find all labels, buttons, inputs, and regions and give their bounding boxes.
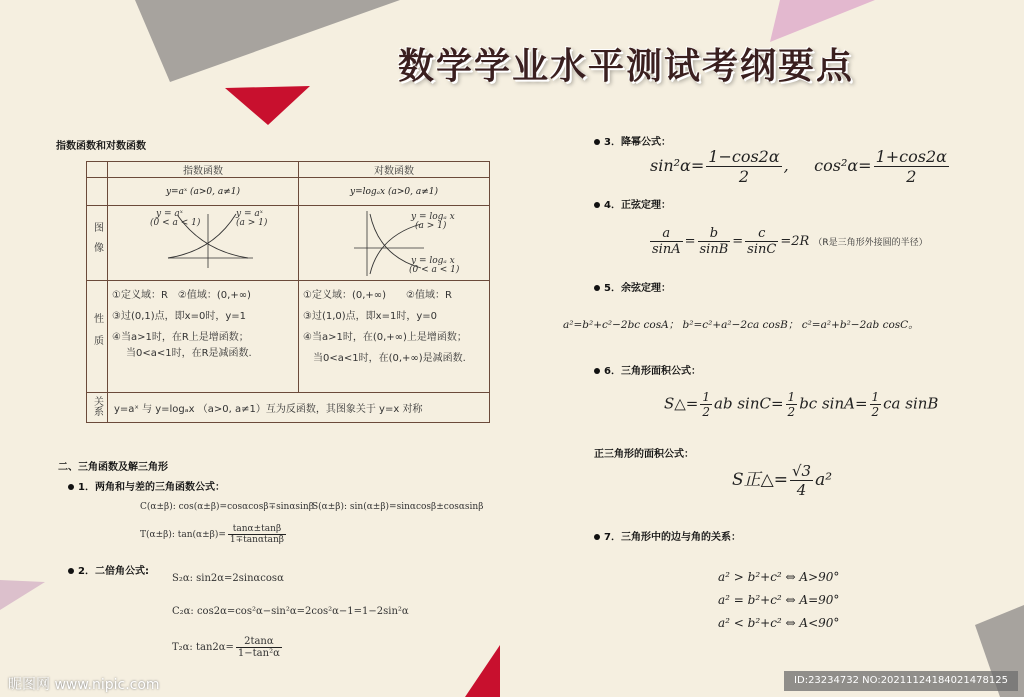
eq-area-num: √3 <box>791 462 812 480</box>
area-half-n3: 1 <box>871 390 880 404</box>
formula-sine-law: $\frac{a}{\sin A}$ = $\frac{b}{\sin B}$ = $\frac{c}{\sin C}$ =2R （R是三角形外接圆的半径） <box>652 226 928 257</box>
formula-tan-sum <box>140 524 288 545</box>
pink-triangle-left <box>0 580 45 610</box>
sine-law-note: （R是三角形外接圆的半径） <box>813 238 928 248</box>
power-sin-num: 1−cos2α <box>708 147 780 166</box>
def-log: y=logₐx (a>0, a≠1) <box>349 187 438 197</box>
eq-area-den: 4 <box>796 481 807 499</box>
red-triangle-top <box>225 86 310 125</box>
watermark-right: ID:23234732 NO:20211124184021478125 <box>784 671 1018 691</box>
exp-log-table <box>86 161 490 423</box>
eq-area-lhs: S正△= <box>732 470 788 490</box>
exp-label-1: y = aˣ <box>156 209 183 219</box>
area-half-n2: 1 <box>787 390 796 404</box>
exp-prop-4: 当0<a<1时，在R是减函数. <box>126 348 252 359</box>
item6-title-text: 6．三角形面积公式： <box>604 366 701 377</box>
area-half-d2: 2 <box>787 405 796 419</box>
log-prop-2: ③过(1,0)点，即x=1时，y=0 <box>303 311 437 322</box>
log-prop-1: ①定义域：(0,+∞) ②值域：R <box>303 290 452 301</box>
exp-graph-svg <box>108 206 298 280</box>
log-graph-svg <box>299 206 489 280</box>
row-label-relation: 关系 <box>91 396 103 416</box>
area-half-n1: 1 <box>702 390 711 404</box>
sine-law-sinb: sinB <box>699 242 729 257</box>
sine-law-b: b <box>698 226 731 242</box>
power-cos-lhs: cos²α= <box>814 156 872 175</box>
log-label-2: y = logₐ x <box>411 256 455 266</box>
page-title: 数学学业水平测试考纲要点 <box>398 46 855 87</box>
sine-law-sina: sinA <box>652 242 681 257</box>
gray-triangle-top <box>135 0 400 82</box>
formula-tan-double <box>172 636 284 659</box>
item4-title-text: 4．正弦定理： <box>604 200 671 211</box>
col-header-exp: 指数函数 <box>108 162 299 178</box>
item4-title <box>594 196 671 211</box>
sine-law-a: a <box>650 226 683 242</box>
power-cos-den: 2 <box>906 167 917 186</box>
tan-sum-num: tanα±tanβ <box>228 524 286 535</box>
exp-graph <box>108 206 298 280</box>
row-label-graph: 图像 <box>91 221 103 262</box>
item3-title-text: 3．降幂公式： <box>604 137 671 148</box>
item7-title-text: 7．三角形中的边与角的关系： <box>604 532 741 543</box>
log-label-1b: (a > 1) <box>415 221 447 231</box>
item2-title-text: 2．二倍角公式: <box>78 566 149 577</box>
exp-props <box>112 285 294 360</box>
tan-sum-label: T(α±β): tan(α±β)= <box>140 530 226 540</box>
log-label-2b: (0 < a < 1) <box>409 265 460 275</box>
watermark-bar <box>0 668 1024 697</box>
log-props <box>303 285 485 369</box>
area-half-d1: 2 <box>702 405 711 419</box>
relation-text: y=aˣ 与 y=logₐx （a>0, a≠1）互为反函数，其图象关于 y=x 对称 <box>114 404 423 415</box>
formula-equilateral-area <box>732 462 832 499</box>
eq-area-tail: a² <box>815 470 833 490</box>
log-prop-4: 当0<a<1时，在(0,+∞)是减函数. <box>313 353 466 364</box>
exp-prop-2: ③过(0,1)点，即x=0时，y=1 <box>112 311 246 322</box>
sine-law-c: c <box>745 226 778 242</box>
log-graph <box>299 206 489 280</box>
watermark-left: 昵图网 www.nipic.com <box>8 677 160 693</box>
formula-sin-sum: S(α±β): sin(α±β)=sinαcosβ±cosαsinβ <box>312 502 484 512</box>
relation-acute: a² < b²+c² ⇔ A<90° <box>718 616 840 630</box>
item5-title <box>594 279 671 294</box>
item3-title <box>594 133 671 148</box>
formula-cos-sum: C(α±β): cos(α±β)=cosαcosβ∓sinαsinβ <box>140 502 314 512</box>
sine-law-2r: =2R <box>780 234 810 249</box>
pink-triangle-top <box>770 0 875 42</box>
exp-label-2: y = aˣ <box>236 209 263 219</box>
item6-title <box>594 362 701 377</box>
exp-prop-1: ①定义域：R ②值域：(0,+∞) <box>112 290 251 301</box>
def-exp: y=aˣ (a>0, a≠1) <box>165 187 241 197</box>
exp-prop-3: ④当a>1时，在R上是增函数； <box>112 332 249 343</box>
log-label-1: y = logₐ x <box>411 212 455 222</box>
relation-obtuse: a² > b²+c² ⇔ A>90° <box>718 570 840 584</box>
formula-triangle-area <box>664 390 938 419</box>
formula-cos-double: C₂α: cos2α=cos²α−sin²α=2cos²α−1=1−2sin²α <box>172 606 409 617</box>
tan-double-den: 1−tan²α <box>237 648 280 659</box>
tan-double-label: T₂α: tan2α= <box>172 642 234 653</box>
formula-sin-double: S₂α: sin2α=2sinαcosα <box>172 573 284 584</box>
tan-double-num: 2tanα <box>236 636 282 648</box>
area-half-d3: 2 <box>871 405 880 419</box>
row-label-props: 性质 <box>91 313 103 357</box>
area-term2: bc sinA= <box>799 394 868 413</box>
col-header-log: 对数函数 <box>299 162 490 178</box>
area-lhs: S△= <box>664 394 699 413</box>
log-prop-3: ④当a>1时，在(0,+∞)上是增函数； <box>303 332 467 343</box>
exp-label-2b: (a > 1) <box>236 218 268 228</box>
section-exp-log-title: 指数函数和对数函数 <box>56 141 146 152</box>
side-angle-relations <box>718 566 839 635</box>
formula-cosine-law: a²=b²+c²−2bc cosA； b²=c²+a²−2ca cosB； c²=a²+b²−2ab cosC。 <box>563 319 919 331</box>
item5-title-text: 5．余弦定理： <box>604 283 671 294</box>
area-term1: ab sinC= <box>714 394 784 413</box>
equilateral-title: 正三角形的面积公式： <box>594 449 694 460</box>
power-sin-den: 2 <box>738 167 750 186</box>
tan-sum-den: 1∓tanαtanβ <box>229 535 285 545</box>
item1-title <box>68 478 225 493</box>
power-cos-num: 1+cos2α <box>875 147 947 166</box>
item1-title-text: 1．两角和与差的三角函数公式： <box>78 482 225 493</box>
exp-label-1b: (0 < a < 1) <box>150 218 201 228</box>
relation-right: a² = b²+c² ⇔ A=90° <box>718 593 840 607</box>
power-sin-lhs: sin²α= <box>650 156 705 175</box>
area-term3: ca sinB <box>883 394 939 413</box>
formula-power-reduction: sin²α= $\frac{1-\cos 2\alpha}{2}$ , cos²α= $\frac{1+\cos 2\alpha}{2}$ <box>650 147 947 186</box>
item2-title <box>68 562 149 577</box>
sine-law-sinc: sinC <box>747 242 777 257</box>
item7-title <box>594 528 741 543</box>
section-trig-title: 二、三角函数及解三角形 <box>58 462 168 473</box>
